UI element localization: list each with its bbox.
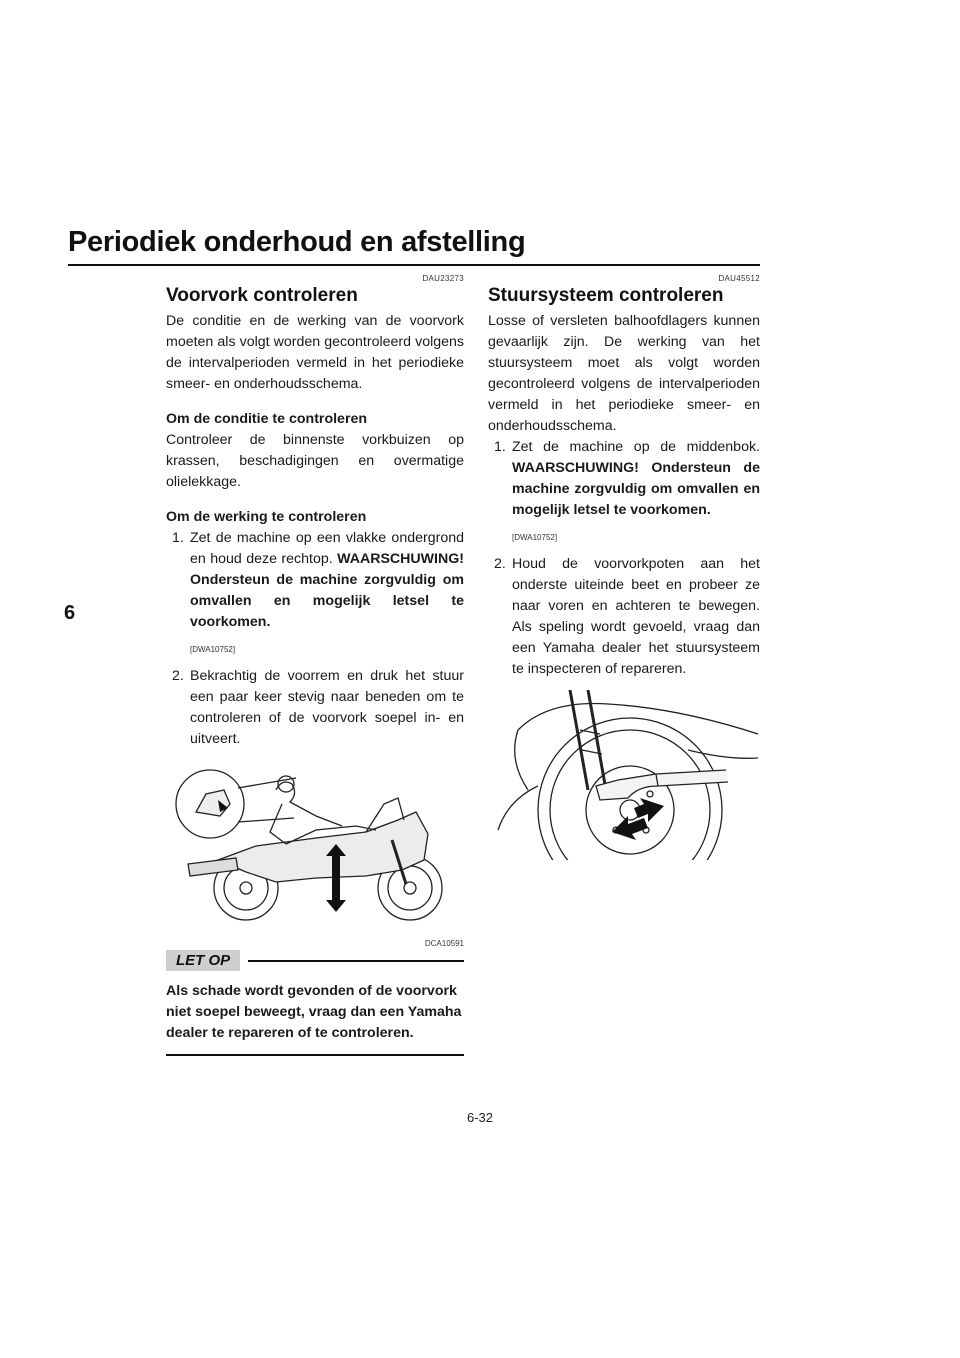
step-text: Bekrachtig de voorrem en druk het stuur een paar keer stevig naar beneden om te controleren of de voorvork soepel in- en uitveert.	[190, 668, 464, 747]
steps-list	[166, 528, 464, 750]
warning-code: [DWA10752]	[512, 533, 558, 542]
motorcycle-figure	[166, 760, 464, 948]
list-item	[166, 528, 464, 660]
subheading-werking: Om de werking te controleren	[166, 509, 367, 525]
intro-text: De conditie en de werking van de voorvork moeten als volgt worden gecontroleerd volgens de intervalperioden vermeld in het periodieke smeer- en onderhoudsschema.	[166, 313, 464, 392]
conditie-text: Controleer de binnenste vorkbuizen op krassen, beschadigingen en overmatige olielekkage.	[166, 432, 464, 490]
page-title: Periodiek onderhoud en afstelling	[68, 226, 526, 258]
page-number: 6-32	[466, 1110, 494, 1125]
left-column	[166, 274, 464, 1056]
notice-text: Als schade wordt gevonden of de voorvork niet soepel beweegt, vraag dan een Yamaha dealer te repareren of te controleren.	[166, 983, 462, 1041]
subheading-conditie: Om de conditie te controleren	[166, 411, 368, 427]
step-text: Zet de machine op een vlakke ondergrond en houd deze rechtop.	[190, 530, 464, 567]
step-number: 1.	[494, 439, 506, 455]
step-text: Houd de voorvorkpoten aan het onderste uiteinde beet en probeer ze naar voren en achteren te bewegen. Als speling wordt gevoeld, vraag dan een Yamaha dealer het stuursysteem te inspecteren of repareren.	[512, 556, 760, 677]
right-column	[488, 274, 760, 865]
intro-text: Losse of versleten balhoofdlagers kunnen gevaarlijk zijn. De werking van het stuursysteem moet als volgt worden gecontroleerd volgens de intervalperioden vermeld in het periodieke smeer- en onderhoudsschema.	[488, 313, 760, 434]
warning-text: WAARSCHUWING! Ondersteun de machine zorgvuldig om omvallen en mogelijk letsel te voorkomen.	[190, 551, 464, 630]
section-title-voorvork: Voorvork controleren	[166, 285, 358, 306]
step-number: 1.	[172, 530, 184, 546]
notice-header	[166, 950, 464, 971]
fork-figure	[488, 690, 760, 865]
section-code: DAU23273	[422, 274, 464, 283]
header-rule	[68, 264, 760, 266]
notice-label: LET OP	[166, 950, 240, 971]
section-code: DAU45512	[718, 274, 760, 283]
motorcycle-illustration	[166, 760, 464, 932]
warning-text: WAARSCHUWING! Ondersteun de machine zorgvuldig om omvallen en mogelijk letsel te voorkomen.	[512, 460, 760, 518]
notice-bottom-rule	[166, 1054, 464, 1056]
notice-rule	[248, 960, 464, 962]
fork-illustration	[488, 690, 760, 860]
step-number: 2.	[494, 556, 506, 572]
step-text: Zet de machine op de middenbok.	[512, 439, 760, 455]
figure-code: DCA10591	[424, 939, 464, 948]
list-item	[488, 554, 760, 680]
chapter-tab: 6	[64, 602, 76, 624]
step-number: 2.	[172, 668, 184, 684]
section-title-stuursysteem: Stuursysteem controleren	[488, 285, 724, 306]
warning-code: [DWA10752]	[190, 645, 236, 654]
list-item	[488, 437, 760, 548]
list-item	[166, 666, 464, 750]
steps-list	[488, 437, 760, 680]
